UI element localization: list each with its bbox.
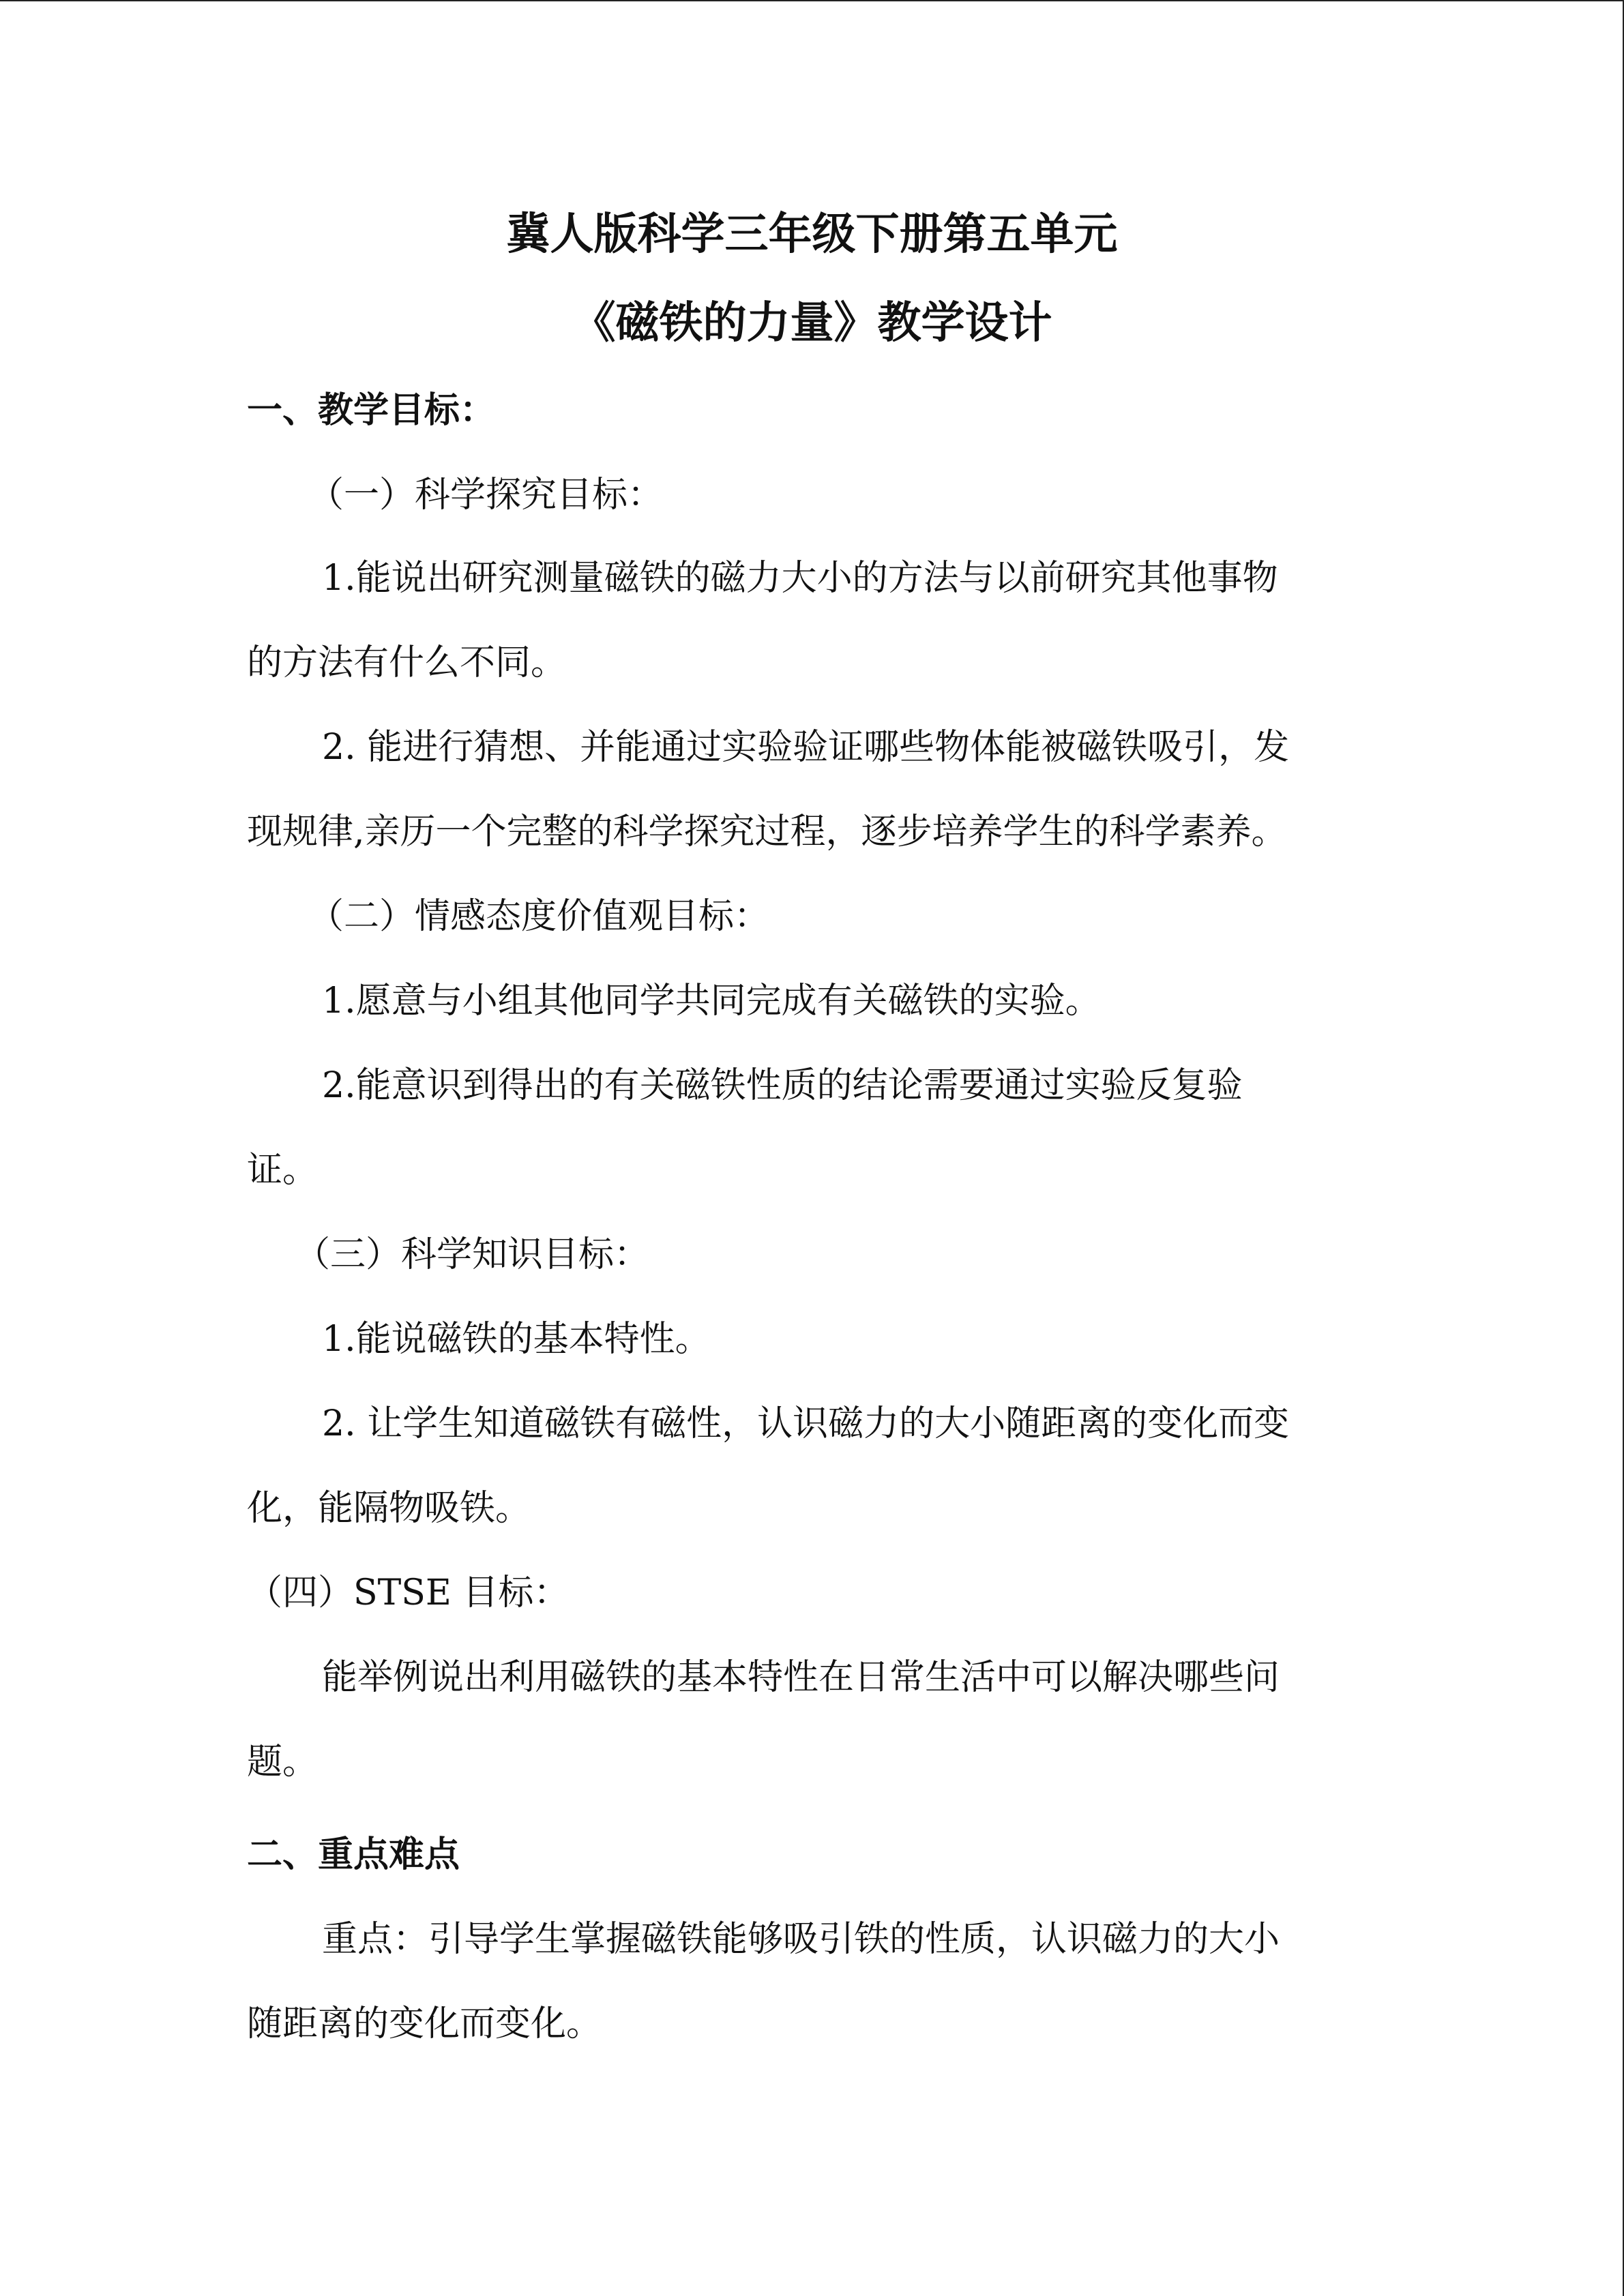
subheading-attitude: （二）情感态度价值观目标：	[308, 896, 770, 937]
paragraph-line: 随距离的变化而变化。	[247, 2003, 602, 2044]
subheading-stse: （四）STSE 目标：	[247, 1572, 570, 1613]
paragraph-line: 现规律,亲历一个完整的科学探究过程，逐步培养学生的科学素养。	[247, 811, 1287, 852]
subheading-knowledge: （三）科学知识目标：	[295, 1234, 650, 1275]
subheading-inquiry: （一）科学探究目标：	[308, 475, 664, 516]
paragraph-line: 2. 能进行猜想、并能通过实验验证哪些物体能被磁铁吸引，发	[322, 727, 1290, 768]
paragraph-line: 2.能意识到得出的有关磁铁性质的结论需要通过实验反复验	[322, 1065, 1243, 1106]
paragraph-line: 1.能说磁铁的基本特性。	[322, 1319, 711, 1360]
paragraph-line: 能举例说出利用磁铁的基本特性在日常生活中可以解决哪些问	[322, 1657, 1280, 1698]
paragraph-line: 1.愿意与小组其他同学共同完成有关磁铁的实验。	[322, 981, 1101, 1022]
paragraph-line: 化，能隔物吸铁。	[247, 1488, 531, 1529]
paragraph-line: 2. 让学生知道磁铁有磁性，认识磁力的大小随距离的变化而变	[322, 1403, 1290, 1444]
document-title: 冀人版科学三年级下册第五单元	[506, 209, 1118, 260]
paragraph-line: 题。	[247, 1742, 319, 1783]
paragraph-line: 重点：引导学生掌握磁铁能够吸引铁的性质，认识磁力的大小	[322, 1919, 1280, 1960]
section-heading-key-points: 二、重点难点	[247, 1834, 460, 1875]
section-heading-objectives: 一、教学目标：	[247, 389, 496, 431]
paragraph-line: 的方法有什么不同。	[247, 642, 567, 683]
document-subtitle: 《磁铁的力量》教学设计	[572, 297, 1052, 348]
paragraph-line: 1.能说出研究测量磁铁的磁力大小的方法与以前研究其他事物	[322, 558, 1278, 599]
paragraph-line: 证。	[247, 1150, 319, 1191]
